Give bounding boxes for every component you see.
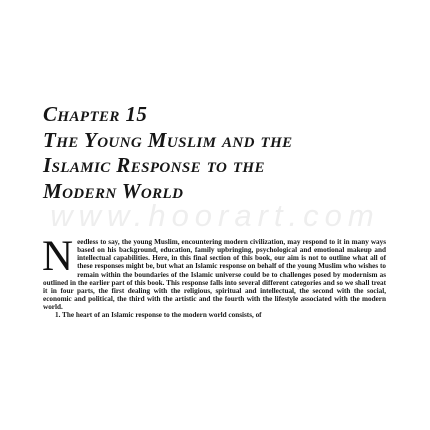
chapter-title-line-3: Modern World xyxy=(43,178,184,203)
body-text xyxy=(42,233,386,320)
drop-cap: N xyxy=(42,233,74,280)
chapter-title-line-2: Islamic Response to the xyxy=(43,153,265,177)
chapter-number: Chapter 15 xyxy=(43,102,148,126)
chapter-title-line-1: The Young Muslim and the xyxy=(43,127,293,152)
watermark: www.hoorart.com xyxy=(50,198,380,233)
paragraph-1: eedless to say, the young Muslim, encountering modern civilization, may respond to it in many ways based on his background, education, family upbringing, psychological and emotional makeup and intellectual capabilities. Here, in this final section of this book, our aim is not to outline what all of these responses might be, but what an Islamic response on behalf of the young Muslim who wishes to remain within the boundaries of the Islamic universe could be to challenges posed by modernism as outlined in the earlier part of this book. This response falls into several different categories and so we shall treat it in four parts, the first dealing with the religious, spiritual and intellectual, the second with the social, economic and political, the third with the artistic and the fourth with the lifestyle associated with the modern world. xyxy=(43,238,386,312)
chapter-heading xyxy=(43,102,413,204)
paragraph-2: 1. The heart of an Islamic response to the modern world consists, of xyxy=(55,311,262,320)
